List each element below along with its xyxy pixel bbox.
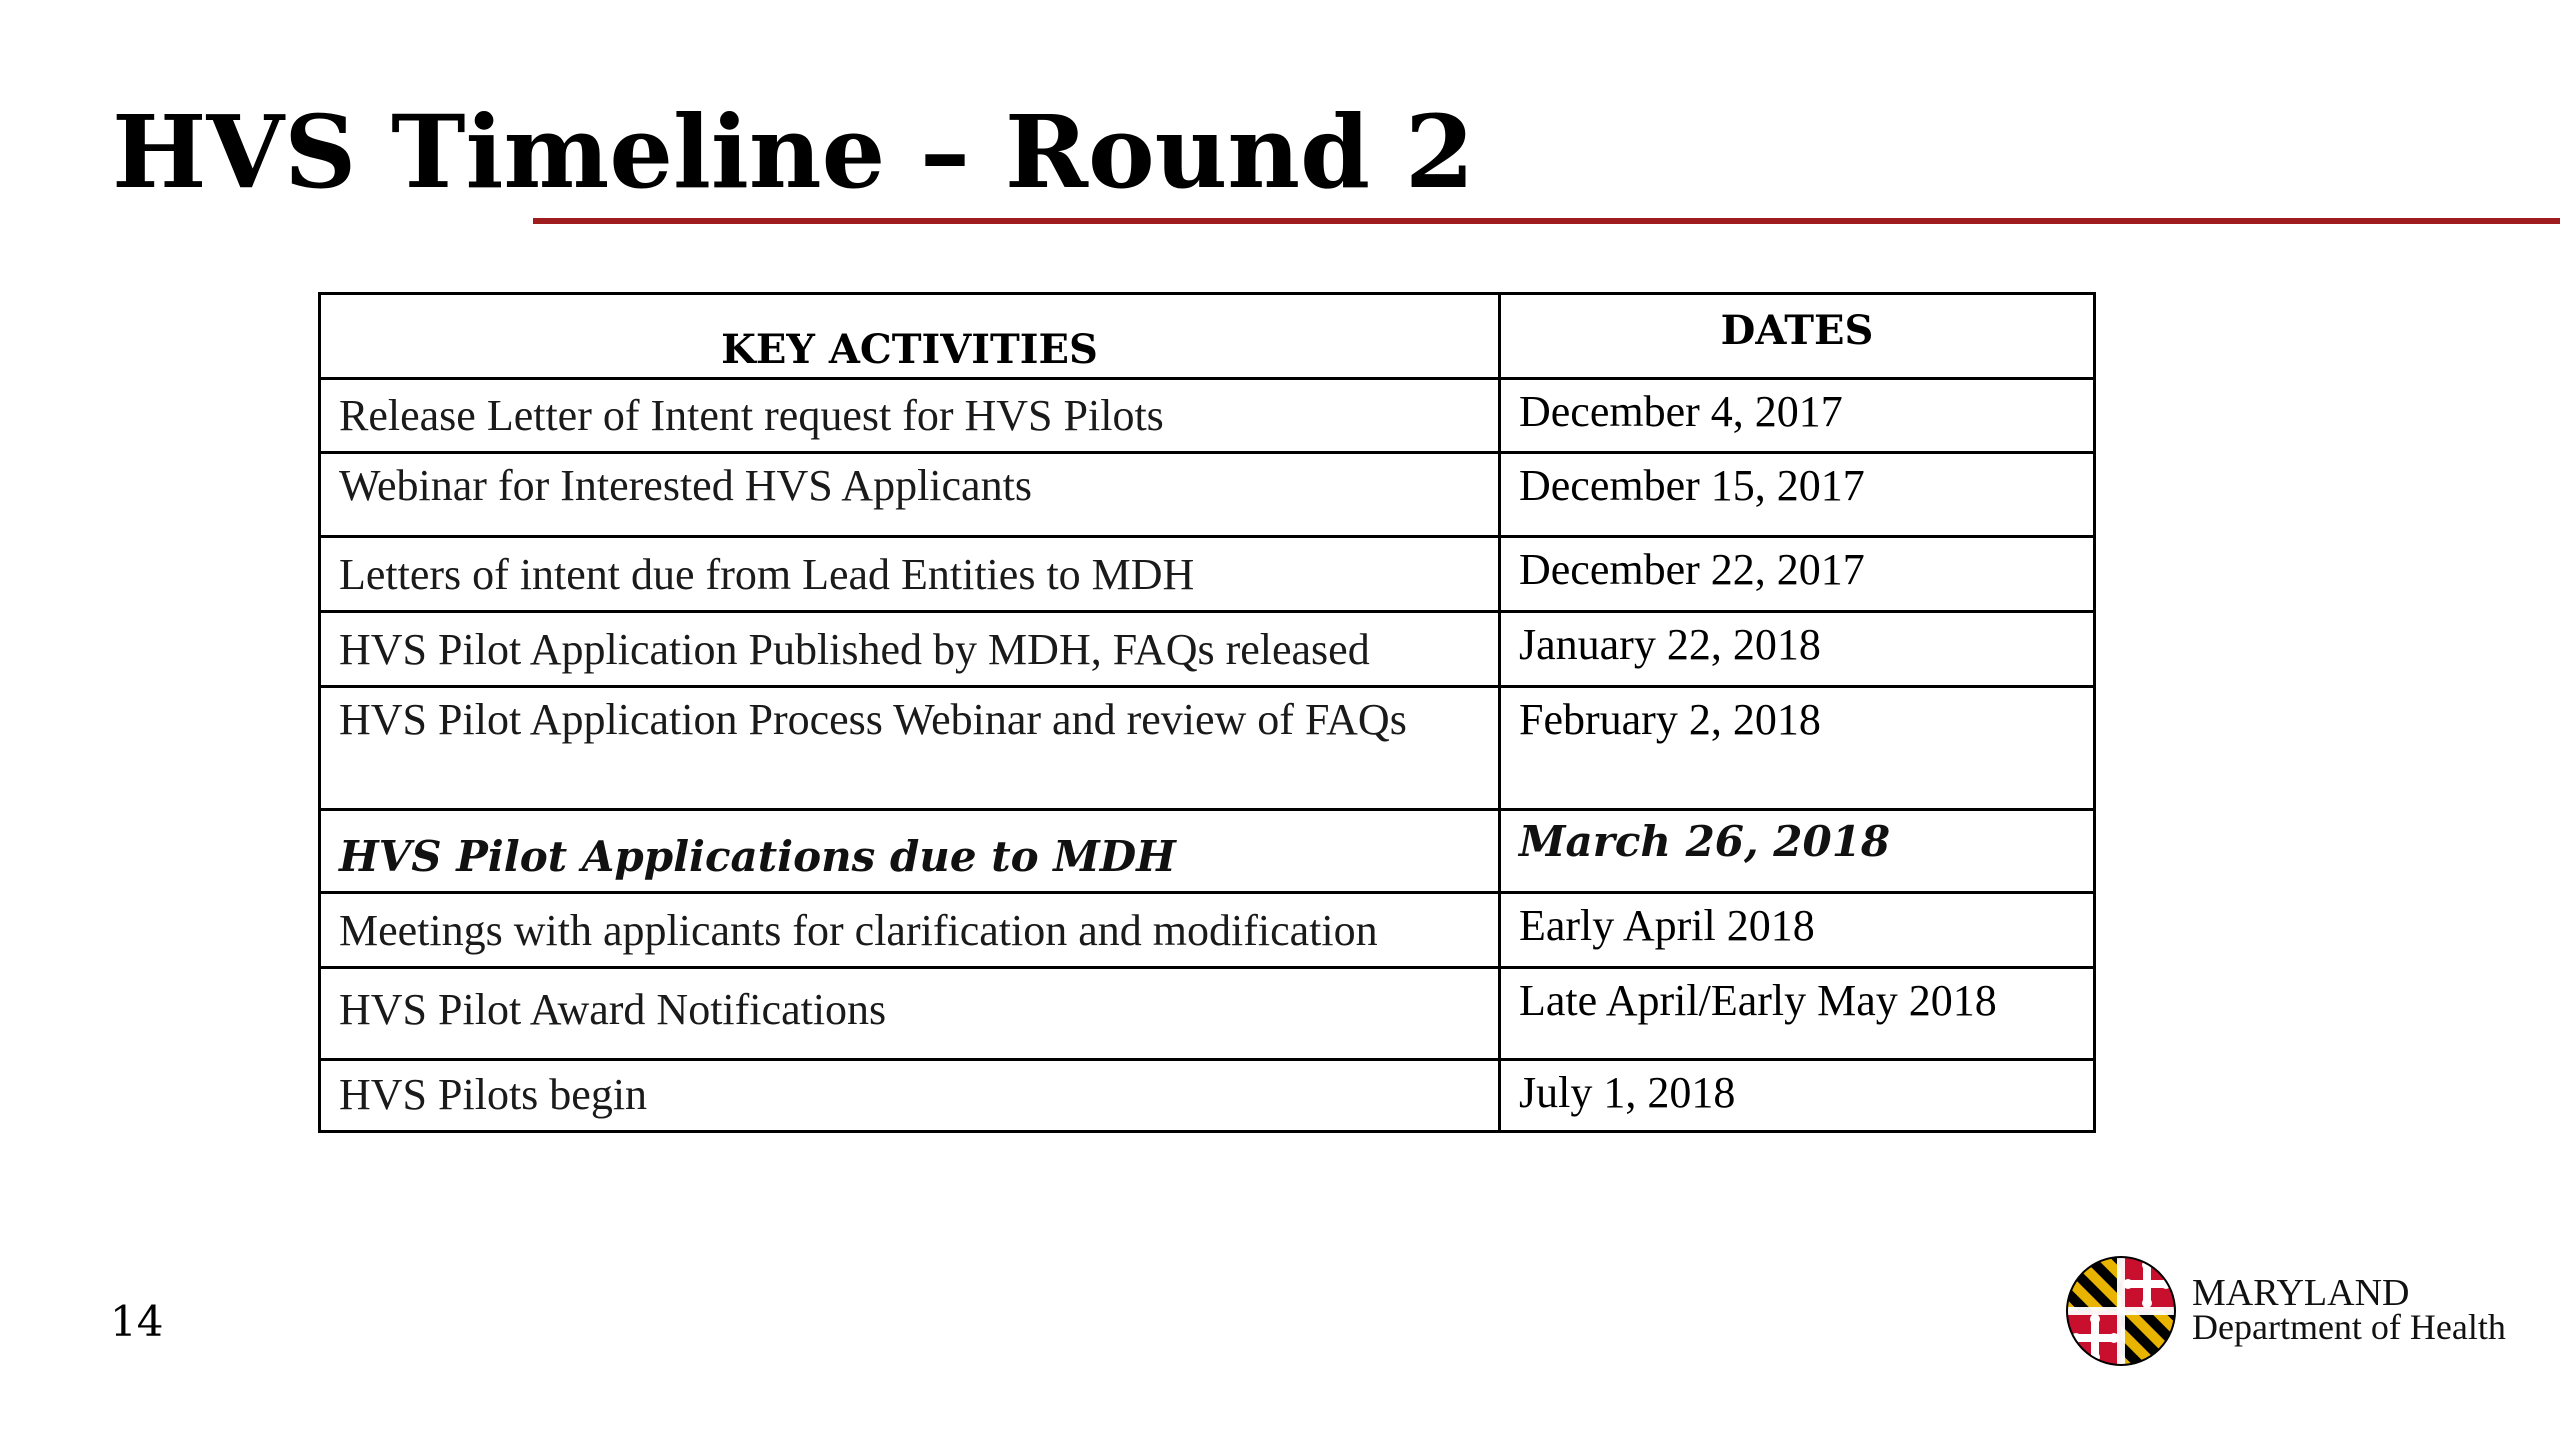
timeline-table bbox=[318, 292, 2096, 1133]
table-row bbox=[320, 379, 2095, 453]
table-row bbox=[320, 612, 2095, 687]
table-row bbox=[320, 968, 2095, 1060]
table-row bbox=[320, 1060, 2095, 1132]
activity-cell: HVS Pilot Award Notifications bbox=[320, 968, 1500, 1060]
table-row bbox=[320, 687, 2095, 810]
activity-cell: HVS Pilot Application Process Webinar and review of FAQs bbox=[320, 687, 1500, 810]
activity-cell: Letters of intent due from Lead Entities to MDH bbox=[320, 537, 1500, 612]
table-row bbox=[320, 453, 2095, 537]
table-row bbox=[320, 537, 2095, 612]
logo-text-department: Department of Health bbox=[2192, 1307, 2506, 1347]
mdh-logo bbox=[2065, 1255, 2545, 1375]
activity-cell: HVS Pilots begin bbox=[320, 1060, 1500, 1132]
date-cell: December 15, 2017 bbox=[1500, 453, 2095, 537]
table-row-highlighted bbox=[320, 810, 2095, 893]
date-cell: January 22, 2018 bbox=[1500, 612, 2095, 687]
date-cell: Early April 2018 bbox=[1500, 893, 2095, 968]
date-cell: February 2, 2018 bbox=[1500, 687, 2095, 810]
date-cell: December 22, 2017 bbox=[1500, 537, 2095, 612]
date-cell: July 1, 2018 bbox=[1500, 1060, 2095, 1132]
activity-cell: HVS Pilot Application Published by MDH, FAQs released bbox=[320, 612, 1500, 687]
activity-cell: Release Letter of Intent request for HVS Pilots bbox=[320, 379, 1500, 453]
column-header-activities: KEY ACTIVITIES bbox=[320, 294, 1500, 379]
date-cell: December 4, 2017 bbox=[1500, 379, 2095, 453]
table-header-row bbox=[320, 294, 2095, 379]
activity-cell: Webinar for Interested HVS Applicants bbox=[320, 453, 1500, 537]
page-number: 14 bbox=[110, 1297, 164, 1346]
column-header-dates: DATES bbox=[1500, 294, 2095, 379]
date-cell: March 26, 2018 bbox=[1500, 810, 2095, 893]
title-divider bbox=[533, 218, 2560, 224]
activity-cell: HVS Pilot Applications due to MDH bbox=[320, 810, 1500, 893]
table-row bbox=[320, 893, 2095, 968]
activity-cell: Meetings with applicants for clarification and modification bbox=[320, 893, 1500, 968]
maryland-flag-seal-icon bbox=[2065, 1255, 2177, 1367]
slide-title: HVS Timeline – Round 2 bbox=[112, 93, 1475, 211]
logo-text-maryland: MARYLAND bbox=[2192, 1272, 2410, 1314]
date-cell: Late April/Early May 2018 bbox=[1500, 968, 2095, 1060]
